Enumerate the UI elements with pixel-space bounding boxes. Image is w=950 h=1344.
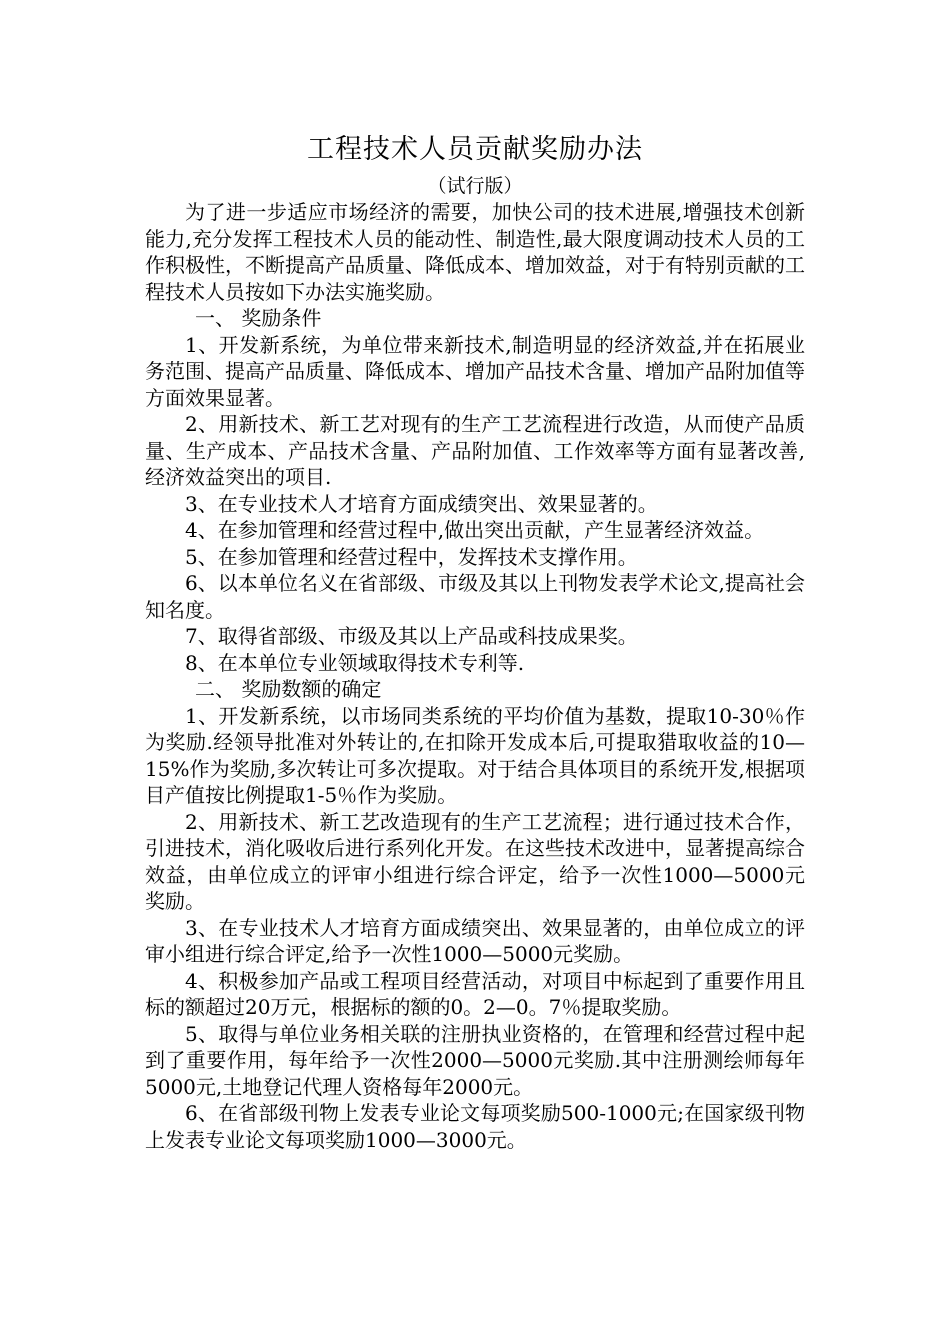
amount-item: 1、开发新系统，以市场同类系统的平均价值为基数，提取10-30％作为奖励.经领导批准对外转让的,在扣除开发成本后,可提取猎取收益的10—15%作为奖励,多次转让可多次提取。对于结合具体项目的系统开发,根据项目产值按比例提取1-5％作为奖励。 (145, 703, 805, 807)
amount-item: 4、积极参加产品或工程项目经营活动，对项目中标起到了重要作用且标的额超过20万元，根据标的额的0。2—0。7％提取奖励。 (145, 968, 805, 1019)
amount-item: 5、取得与单位业务相关联的注册执业资格的，在管理和经营过程中起到了重要作用，每年给予一次性2000—5000元奖励.其中注册测绘师每年5000元,土地登记代理人资格每年2000元。 (145, 1021, 805, 1099)
condition-item: 2、用新技术、新工艺对现有的生产工艺流程进行改造，从而使产品质量、生产成本、产品技术含量、产品附加值、工作效率等方面有显著改善,经济效益突出的项目. (145, 412, 805, 489)
section-heading-award-conditions: 一、 奖励条件 (195, 306, 322, 330)
document-subtitle: （试行版） (427, 175, 523, 197)
condition-item: 6、以本单位名义在省部级、市级及其以上刊物发表学术论文,提高社会知名度。 (145, 571, 805, 622)
amount-item: 6、在省部级刊物上发表专业论文每项奖励500-1000元;在国家级刊物上发表专业论文每项奖励1000—3000元。 (145, 1101, 805, 1152)
amount-item: 3、在专业技术人才培育方面成绩突出、效果显著的，由单位成立的评审小组进行综合评定,给予一次性1000—5000元奖励。 (145, 915, 805, 966)
condition-item: 4、在参加管理和经营过程中,做出突出贡献，产生显著经济效益。 (185, 518, 765, 542)
document-title: 工程技术人员贡献奖励办法 (307, 134, 643, 165)
intro-paragraph: 为了进一步适应市场经济的需要，加快公司的技术进展,增强技术创新能力,充分发挥工程技术人员的能动性、制造性,最大限度调动技术人员的工作积极性，不断提高产品质量、降低成本、增加效益，对于有特别贡献的工程技术人员按如下办法实施奖励。 (145, 200, 805, 304)
amount-item: 2、用新技术、新工艺改造现有的生产工艺流程；进行通过技术合作，引进技术，消化吸收后进行系列化开发。在这些技术改进中，显著提高综合效益，由单位成立的评审小组进行综合评定，给予一次性1000—5000元奖励。 (145, 809, 805, 913)
document-body (145, 199, 805, 1153)
condition-item: 3、在专业技术人才培育方面成绩突出、效果显著的。 (185, 491, 658, 516)
condition-item: 8、在本单位专业领域取得技术专利等. (185, 650, 525, 675)
section-heading-award-amounts: 二、 奖励数额的确定 (195, 677, 382, 701)
condition-item: 1、开发新系统，为单位带来新技术,制造明显的经济效益,并在拓展业务范围、提高产品质量、降低成本、增加产品技术含量、增加产品附加值等方面效果显著。 (145, 332, 805, 410)
condition-item: 7、取得省部级、市级及其以上产品或科技成果奖。 (185, 624, 638, 648)
condition-item: 5、在参加管理和经营过程中，发挥技术支撑作用。 (185, 544, 638, 569)
